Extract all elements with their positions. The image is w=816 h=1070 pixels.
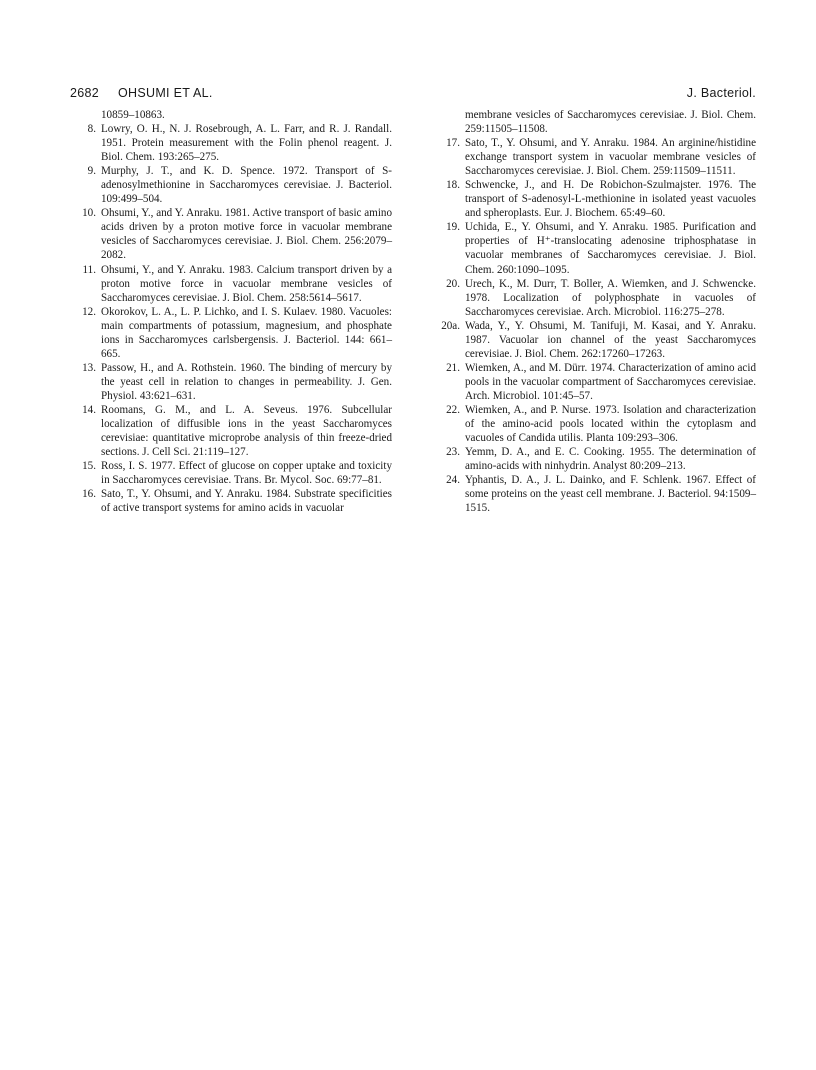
reference-number: 12. <box>82 305 96 318</box>
reference-text: Wiemken, A., and P. Nurse. 1973. Isolation and characterization of the amino-acid pools located within the cytoplasm and vacuoles of Candida utilis. Planta 109:293–306. <box>465 403 756 445</box>
reference-number: 9. <box>87 165 96 178</box>
reference-list-right <box>434 136 756 515</box>
reference-entry <box>434 319 756 361</box>
reference-number: 20. <box>446 277 460 290</box>
reference-text: Okorokov, L. A., L. P. Lichko, and I. S. Kulaev. 1980. Vacuoles: main compartments of potassium, magnesium, and phosphate ions in Saccharomyces carlsbergensis. J. Bacteriol. 144: 661–665. <box>101 305 392 360</box>
reference-text: Wada, Y., Y. Ohsumi, M. Tanifuji, M. Kasai, and Y. Anraku. 1987. Vacuolar ion channel of the yeast Saccharomyces cerevisiae. J. Biol. Chem. 262:17260–17263. <box>465 319 756 360</box>
reference-number: 8. <box>87 123 96 136</box>
reference-text: Ohsumi, Y., and Y. Anraku. 1983. Calcium transport driven by a proton motive force in vacuolar membrane vesicles of Saccharomyces cerevisiae. J. Biol. Chem. 258:5614–5617. <box>101 263 392 304</box>
reference-entry <box>434 403 756 445</box>
reference-text: Ohsumi, Y., and Y. Anraku. 1981. Active transport of basic amino acids driven by a proton motive force in vacuolar membrane vesicles of Saccharomyces cerevisiae. J. Biol. Chem. 256:2079–2082. <box>101 207 392 262</box>
reference-entry <box>70 206 392 262</box>
reference-number: 24. <box>446 474 460 487</box>
reference-text: Wiemken, A., and M. Dürr. 1974. Characterization of amino acid pools in the vacuolar compartment of Saccharomyces cerevisiae. Arch. Microbiol. 101:45–57. <box>465 361 756 402</box>
reference-entry <box>434 445 756 473</box>
reference-column-left <box>70 108 392 515</box>
reference-text: Roomans, G. M., and L. A. Seveus. 1976. Subcellular localization of diffusible ions in the yeast Saccharomyces cerevisiae: quantitative microprobe analysis of thin freeze-dried sections. J. Cell Sci. 21:119–127. <box>101 403 392 459</box>
page-number: 2682 <box>70 86 100 100</box>
reference-entry <box>70 403 392 459</box>
reference-entry <box>434 277 756 319</box>
reference-number: 18. <box>446 179 460 192</box>
reference-entry <box>70 459 392 487</box>
reference-entry <box>434 473 756 515</box>
reference-text: Yemm, D. A., and E. C. Cooking. 1955. The determination of amino-acids with ninhydrin. Analyst 80:209–213. <box>465 446 756 473</box>
reference-list-left <box>70 122 392 515</box>
reference-entry <box>434 361 756 403</box>
reference-number: 11. <box>82 263 96 276</box>
reference-text: Urech, K., M. Durr, T. Boller, A. Wiemken, and J. Schwencke. 1978. Localization of polyphosphate in vacuoles of Saccharomyces cerevisiae. Arch. Microbiol. 116:275–278. <box>465 277 756 318</box>
reference-text: Sato, T., Y. Ohsumi, and Y. Anraku. 1984. Substrate specificities of active transport systems for amino acids in vacuolar <box>101 488 392 515</box>
reference-text: Murphy, J. T., and K. D. Spence. 1972. Transport of S-adenosylmethionine in Saccharomyces cerevisiae. J. Bacteriol. 109:499–504. <box>101 165 392 206</box>
reference-entry <box>434 136 756 178</box>
reference-entry <box>434 220 756 276</box>
reference-text: Uchida, E., Y. Ohsumi, and Y. Anraku. 1985. Purification and properties of H⁺-translocating adenosine triphosphatase in vacuolar membranes of Saccharomyces cerevisiae. J. Biol. Chem. 260:1090–1095. <box>465 221 756 276</box>
reference-continuation: 10859–10863. <box>101 109 165 121</box>
reference-continuation: membrane vesicles of Saccharomyces cerevisiae. J. Biol. Chem. 259:11505–11508. <box>465 109 756 136</box>
reference-number: 13. <box>82 361 96 374</box>
reference-text: Yphantis, D. A., J. L. Dainko, and F. Schlenk. 1967. Effect of some proteins on the yeast cell membrane. J. Bacteriol. 94:1509–1515. <box>465 474 756 515</box>
reference-text: Lowry, O. H., N. J. Rosebrough, A. L. Farr, and R. J. Randall. 1951. Protein measurement with the Folin phenol reagent. J. Biol. Chem. 193:265–275. <box>101 123 392 164</box>
reference-entry <box>434 178 756 220</box>
reference-number: 17. <box>446 137 460 150</box>
running-authors: OHSUMI ET AL. <box>118 86 213 100</box>
reference-entry <box>70 263 392 305</box>
reference-text: Passow, H., and A. Rothstein. 1960. The binding of mercury by the yeast cell in relation to changes in permeability. J. Gen. Physiol. 43:621–631. <box>101 361 392 402</box>
reference-number: 15. <box>82 460 96 473</box>
reference-column-right <box>434 108 756 515</box>
reference-text: Ross, I. S. 1977. Effect of glucose on copper uptake and toxicity in Saccharomyces cerevisiae. Trans. Br. Mycol. Soc. 69:77–81. <box>101 460 392 487</box>
running-header <box>70 86 756 102</box>
reference-entry <box>70 487 392 515</box>
reference-number: 22. <box>446 403 460 416</box>
reference-number: 10. <box>82 207 96 220</box>
journal-name: J. Bacteriol. <box>686 86 756 100</box>
reference-text: Schwencke, J., and H. De Robichon-Szulmajster. 1976. The transport of S-adenosyl-L-methionine in isolated yeast vacuoles and spheroplasts. Eur. J. Biochem. 65:49–60. <box>465 179 756 220</box>
reference-number: 14. <box>82 403 96 416</box>
reference-number: 20a. <box>441 319 460 332</box>
reference-entry <box>70 361 392 403</box>
reference-number: 16. <box>82 488 96 501</box>
reference-number: 19. <box>446 221 460 234</box>
reference-entry <box>70 122 392 164</box>
reference-entry <box>70 164 392 206</box>
reference-number: 23. <box>446 446 460 459</box>
reference-text: Sato, T., Y. Ohsumi, and Y. Anraku. 1984. An arginine/histidine exchange transport system in vacuolar membrane vesicles of Saccharomyces cerevisiae. J. Biol. Chem. 259:11509–11511. <box>465 137 756 178</box>
reference-entry <box>70 305 392 361</box>
reference-number: 21. <box>446 361 460 374</box>
